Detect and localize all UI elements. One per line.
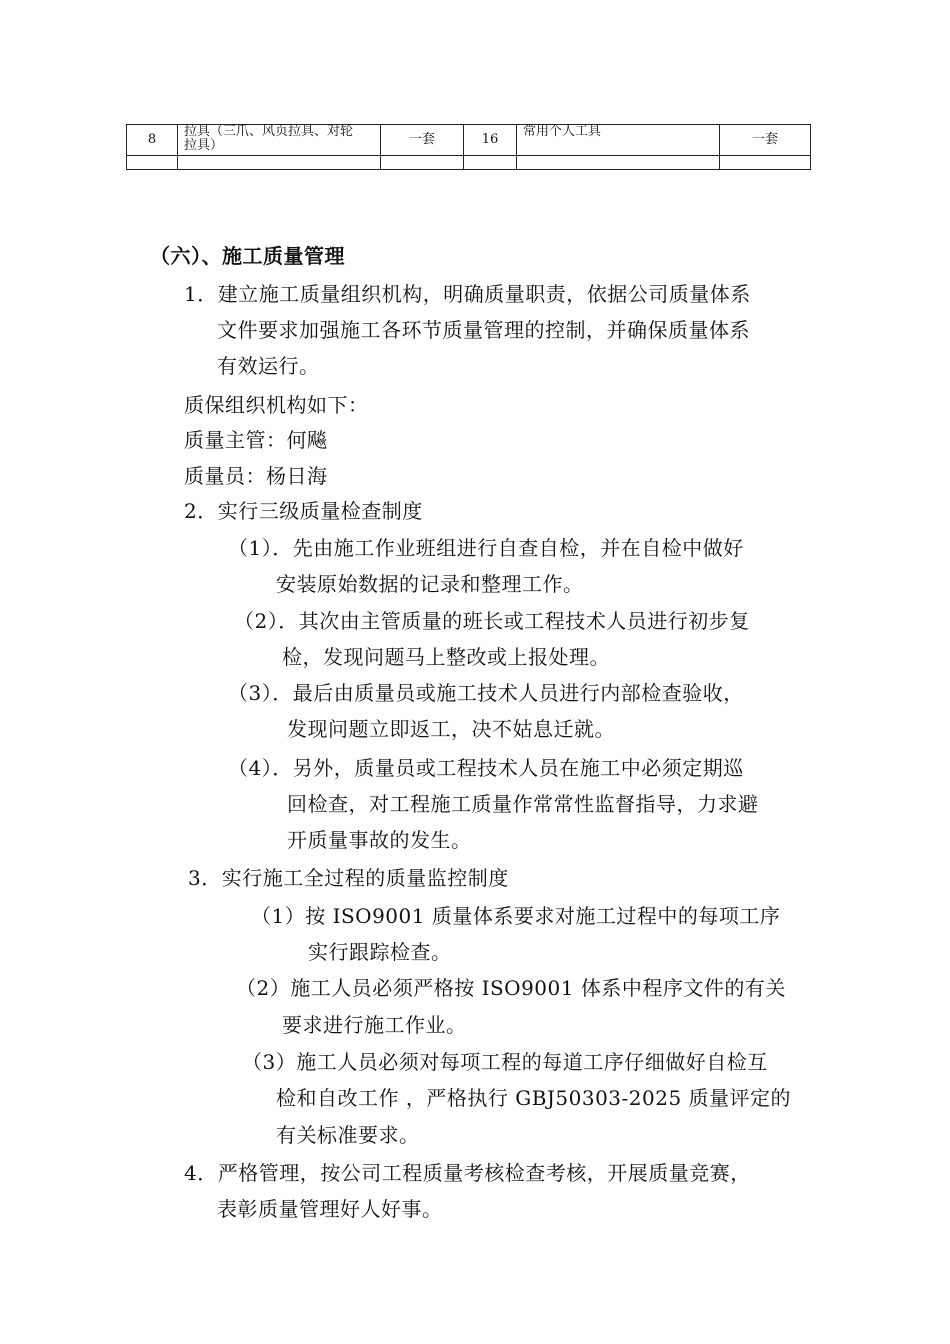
paragraph-2-item-line: 安装原始数据的记录和整理工作。: [276, 572, 584, 596]
org-intro: 质保组织机构如下：: [184, 393, 369, 417]
paragraph-2-item-line: 检，发现问题马上整改或上报处理。: [282, 645, 610, 669]
item-name-line: 拉具）: [184, 138, 224, 153]
paragraph-2-item-line: （4）．另外，质量员或工程技术人员在施工中必须定期巡: [228, 756, 744, 780]
paragraph-1-line: 文件要求加强施工各环节质量管理的控制，并确保质量体系: [217, 318, 750, 342]
empty-cell: [720, 156, 811, 170]
tools-table: [126, 124, 811, 170]
item-number: 8: [127, 125, 178, 156]
section-title: （六）、施工质量管理: [150, 244, 345, 268]
paragraph-2-item-line: 发现问题立即返工，决不姑息迁就。: [287, 717, 615, 741]
paragraph-3-item-line: 要求进行施工作业。: [282, 1013, 467, 1037]
paragraph-3-item-line: 检和自改工作 ，严格执行 GBJ50303-2025 质量评定的: [276, 1086, 792, 1110]
empty-cell: [517, 156, 720, 170]
paragraph-3-item-line: 实行跟踪检查。: [308, 940, 452, 964]
empty-cell: [127, 156, 178, 170]
empty-cell: [178, 156, 381, 170]
item-quantity: 一套: [381, 125, 464, 156]
paragraph-3-item-line: （3）施工人员必须对每项工程的每道工序仔细做好自检互: [242, 1050, 768, 1074]
paragraph-3-item-line: （1）按 ISO9001 质量体系要求对施工过程中的每项工序: [251, 904, 781, 928]
paragraph-2-item-line: （3）．最后由质量员或施工技术人员进行内部检查验收，: [228, 681, 744, 705]
item-name-line: 拉具（三爪、风页拉具、对轮: [184, 124, 354, 139]
quality-supervisor: 质量主管：何飚: [184, 428, 328, 452]
paragraph-4-line: 4．严格管理，按公司工程质量考核检查考核，开展质量竞赛，: [184, 1161, 751, 1185]
paragraph-3-item-line: 有关标准要求。: [276, 1123, 420, 1147]
item-name: [178, 125, 381, 156]
paragraph-2-item-line: （1）．先由施工作业班组进行自查自检，并在自检中做好: [228, 536, 744, 560]
paragraph-2-item-line: （2）．其次由主管质量的班长或工程技术人员进行初步复: [234, 609, 750, 633]
item-name: 常用个人工具: [517, 125, 720, 156]
paragraph-3-item-line: （2）施工人员必须严格按 ISO9001 体系中程序文件的有关: [236, 976, 786, 1000]
paragraph-2-title: 2．实行三级质量检查制度: [184, 499, 423, 523]
quality-inspector: 质量员：杨日海: [184, 464, 328, 488]
table-row: [127, 125, 811, 156]
empty-cell: [381, 156, 464, 170]
item-number: 16: [464, 125, 517, 156]
table-row: [127, 156, 811, 170]
paragraph-4-line: 表彰质量管理好人好事。: [217, 1197, 443, 1221]
paragraph-1-line: 有效运行。: [217, 354, 320, 378]
item-quantity: 一套: [720, 125, 811, 156]
paragraph-2-item-line: 回检查，对工程施工质量作常常性监督指导，力求避: [287, 792, 759, 816]
paragraph-3-title: 3．实行施工全过程的质量监控制度: [188, 866, 509, 890]
paragraph-1-line: 1．建立施工质量组织机构，明确质量职责，依据公司质量体系: [184, 282, 751, 306]
empty-cell: [464, 156, 517, 170]
paragraph-2-item-line: 开质量事故的发生。: [287, 828, 472, 852]
